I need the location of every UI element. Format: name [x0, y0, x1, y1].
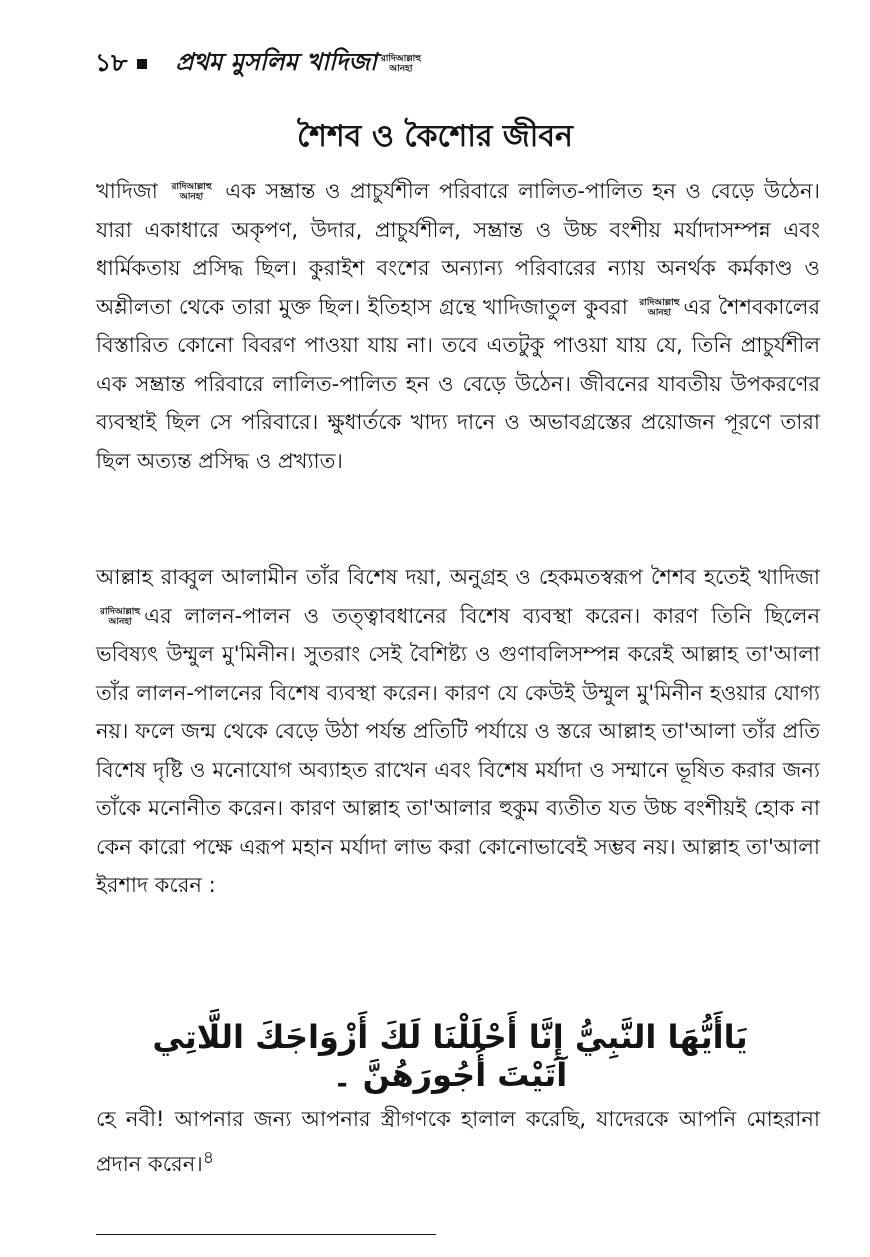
- header-honorific: [381, 54, 421, 74]
- chapter-title: শৈশব ও কৈশোর জীবন: [297, 119, 573, 154]
- page-number: ১৮: [95, 47, 128, 77]
- paragraph-1-part-b: এক সম্ভ্রান্ত ও প্রাচুর্যশীল পরিবারে লালিত-পালিত হন ও বেড়ে উঠেন। যারা একাধারে অকৃপণ, উদার, প্রাচুর্যশীল, সম্ভ্রান্ত ও উচ্চ বংশীয় মর্যাদাসম্পন্ন এবং ধার্মিকতায় প্রসিদ্ধ ছিল। কুরাইশ বংশের অন্যান্য পরিবারের ন্যায় অনর্থক কর্মকাণ্ড ও অশ্লীলতা থেকে তারা মুক্ত ছিল। ইতিহাস গ্রন্থে খাদিজাতুল কুবরা: [96, 179, 820, 319]
- paragraph-2-part-a: আল্লাহ রাব্বুল আলামীন তাঁর বিশেষ দয়া, অনুগ্রহ ও হেকমতস্বরূপ শৈশব হতেই খাদিজা: [96, 565, 820, 589]
- inline-honorific: [100, 607, 140, 627]
- quran-verse: يَاأَيُّهَا النَّبِيُّ إِنَّا أَحْلَلْنَا لَكَ أَزْوَاجَكَ اللَّاتِي آتَيْتَ أُجُورَهُنَّ ۔: [152, 1018, 748, 1094]
- honorific-top: রাদিআল্লাহু: [171, 182, 212, 192]
- honorific-bottom: আনহা: [389, 64, 413, 74]
- honorific-bottom: আনহা: [108, 616, 132, 627]
- header-bullet: [137, 59, 147, 69]
- paragraph-2: [96, 558, 820, 905]
- honorific-top: রাদিআল্লাহু: [100, 606, 141, 617]
- inline-honorific: [171, 182, 211, 202]
- paragraph-1-part-a: খাদিজা: [96, 179, 158, 203]
- page-header: [95, 44, 815, 84]
- footnote-marker: ৪: [202, 1147, 215, 1168]
- footnote-divider: [96, 1234, 436, 1235]
- inline-honorific: [639, 298, 679, 318]
- honorific-top: রাদিআল্লাহু: [639, 297, 680, 308]
- paragraph-3: [96, 1100, 820, 1183]
- paragraph-1: [96, 172, 820, 480]
- paragraph-1-part-c: এর শৈশবকালের বিস্তারিত কোনো বিবরণ পাওয়া যায় না। তবে এতটুকু পাওয়া যায় যে, তিনি প্রাচুর্যশীল এক সম্ভ্রান্ত পরিবারে লালিত-পালিত হন ও বেড়ে উঠেন। জীবনের যাবতীয় উপকরণের ব্যবস্থাই ছিল সে পরিবারে। ক্ষুধার্তকে খাদ্য দানে ও অভাবগ্রস্তের প্রয়োজন পূরণে তারা ছিল অত্যন্ত প্রসিদ্ধ ও প্রখ্যাত।: [96, 294, 820, 473]
- verse-translation: হে নবী! আপনার জন্য আপনার স্ত্রীগণকে হালাল করেছি, যাদেরকে আপনি মোহরানা প্রদান করেন।: [96, 1107, 820, 1176]
- honorific-bottom: আনহা: [647, 307, 672, 318]
- honorific-bottom: আনহা: [179, 192, 204, 202]
- paragraph-2-part-b: এর লালন-পালন ও তত্ত্বাবধানের বিশেষ ব্যবস্থা করেন। কারণ তিনি ছিলেন ভবিষ্যৎ উম্মুল মু'মিনীন। সুতরাং সেই বৈশিষ্ট্য ও গুণাবলিসম্পন্ন করেই আল্লাহ তা'আলা তাঁর লালন-পালনের বিশেষ ব্যবস্থা করেন। কারণ যে কেউই উম্মুল মু'মিনীন হওয়ার যোগ্য নয়। ফলে জন্ম থেকে বেড়ে উঠা পর্যন্ত প্রতিটি পর্যায়ে ও স্তরে আল্লাহ তা'আলা তাঁর প্রতি বিশেষ দৃষ্টি ও মনোযোগ অব্যাহত রাখেন এবং বিশেষ মর্যাদা ও সম্মানে ভূষিত করার জন্য তাঁকে মনোনীত করেন। কারণ আল্লাহ তা'আলার হুকুম ব্যতীত যত উচ্চ বংশীয়ই হোক না কেন কারো পক্ষে এরূপ মহান মর্যাদা লাভ করা কোনোভাবেই সম্ভব নয়। আল্লাহ তা'আলা ইরশাদ করেন :: [96, 603, 820, 897]
- running-title: প্রথম মুসলিম খাদিজা: [175, 48, 377, 76]
- honorific-top: রাদিআল্লাহু: [380, 54, 421, 64]
